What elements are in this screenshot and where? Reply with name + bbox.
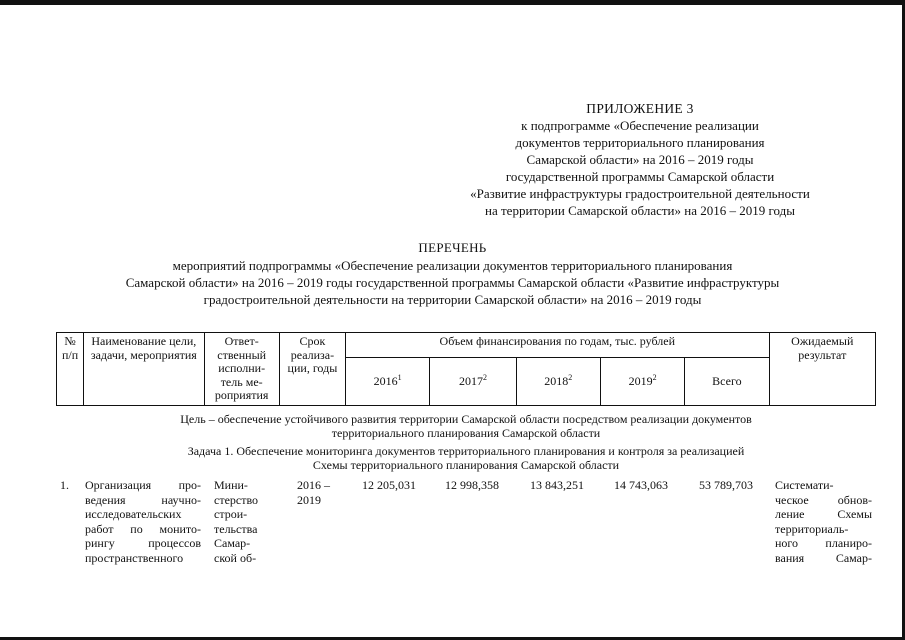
- appendix-line: государственной программы Самарской области: [505, 169, 775, 184]
- col-header-year-2018: 2018$^2$: [516, 357, 600, 405]
- row-value-2018: 13 843,251: [530, 478, 584, 492]
- list-subtitle-line: мероприятий подпрограммы «Обеспечение реализации документов территориального планирования: [172, 258, 733, 273]
- col-header-funding: Объем финансирования по годам, тыс. рублей: [346, 333, 770, 358]
- page-top-border: [0, 0, 905, 5]
- col-header-year-2019: 2019$^2$: [600, 357, 684, 405]
- row-number: 1.: [60, 478, 69, 492]
- goal-section: [56, 412, 876, 472]
- task-line: Задача 1. Обеспечение мониторинга документов территориального планирования и контроля за реализацией: [187, 444, 745, 458]
- row-term: 2016 – 2019: [297, 478, 330, 507]
- col-header-term: Срок реализа-ции, годы: [279, 333, 345, 406]
- row-measure-name: Организация про- ведения научно- исследовательских работ по монито- рингу процессов пространственного: [85, 478, 201, 565]
- appendix-line: на территории Самарской области» на 2016 – 2019 годы: [485, 203, 795, 218]
- appendix-line: к подпрограмме «Обеспечение реализации: [521, 118, 759, 133]
- list-subtitle-line: градостроительной деятельности на территории Самарской области» на 2016 – 2019 годы: [203, 292, 702, 307]
- appendix-title: ПРИЛОЖЕНИЕ 3: [586, 101, 694, 116]
- row-value-2017: 12 998,358: [445, 478, 499, 492]
- col-header-name: Наименование цели, задачи, мероприятия: [84, 333, 204, 406]
- col-header-total: Всего: [685, 357, 769, 405]
- appendix-line: документов территориального планирования: [515, 135, 765, 150]
- list-subtitle-line: Самарской области» на 2016 – 2019 годы государственной программы Самарской области «Развитие инфраструктуры: [125, 275, 780, 290]
- goal-line: Цель – обеспечение устойчивого развития территории Самарской области посредством реализации документов: [180, 412, 752, 426]
- col-header-result: Ожидаемый результат: [769, 333, 875, 406]
- col-header-responsible: Ответ-ственный исполни-тель ме-роприятия: [204, 333, 279, 406]
- task-line: Схемы территориального планирования Самарской области: [312, 458, 620, 472]
- list-header: [40, 239, 865, 308]
- list-title: ПЕРЕЧЕНЬ: [418, 240, 487, 255]
- row-value-total: 53 789,703: [699, 478, 753, 492]
- col-header-number: № п/п: [57, 333, 84, 406]
- row-value-2016: 12 205,031: [362, 478, 416, 492]
- row-responsible: Мини- стерство строи- тельства Самар- ской об-: [214, 478, 259, 565]
- col-header-year-2017: 2017$^2$: [430, 357, 516, 405]
- measures-table-header: [56, 332, 876, 406]
- appendix-line: Самарской области» на 2016 – 2019 годы: [526, 152, 754, 167]
- col-header-year-2016: 2016$^1$: [346, 357, 430, 405]
- goal-line: территориального планирования Самарской области: [331, 426, 601, 440]
- appendix-line: «Развитие инфраструктуры градостроительной деятельности: [470, 186, 810, 201]
- appendix-header: [420, 100, 860, 219]
- row-expected-result: Системати- ческое обнов- ление Схемы территориаль- ного планиро- вания Самар-: [775, 478, 872, 565]
- row-value-2019: 14 743,063: [614, 478, 668, 492]
